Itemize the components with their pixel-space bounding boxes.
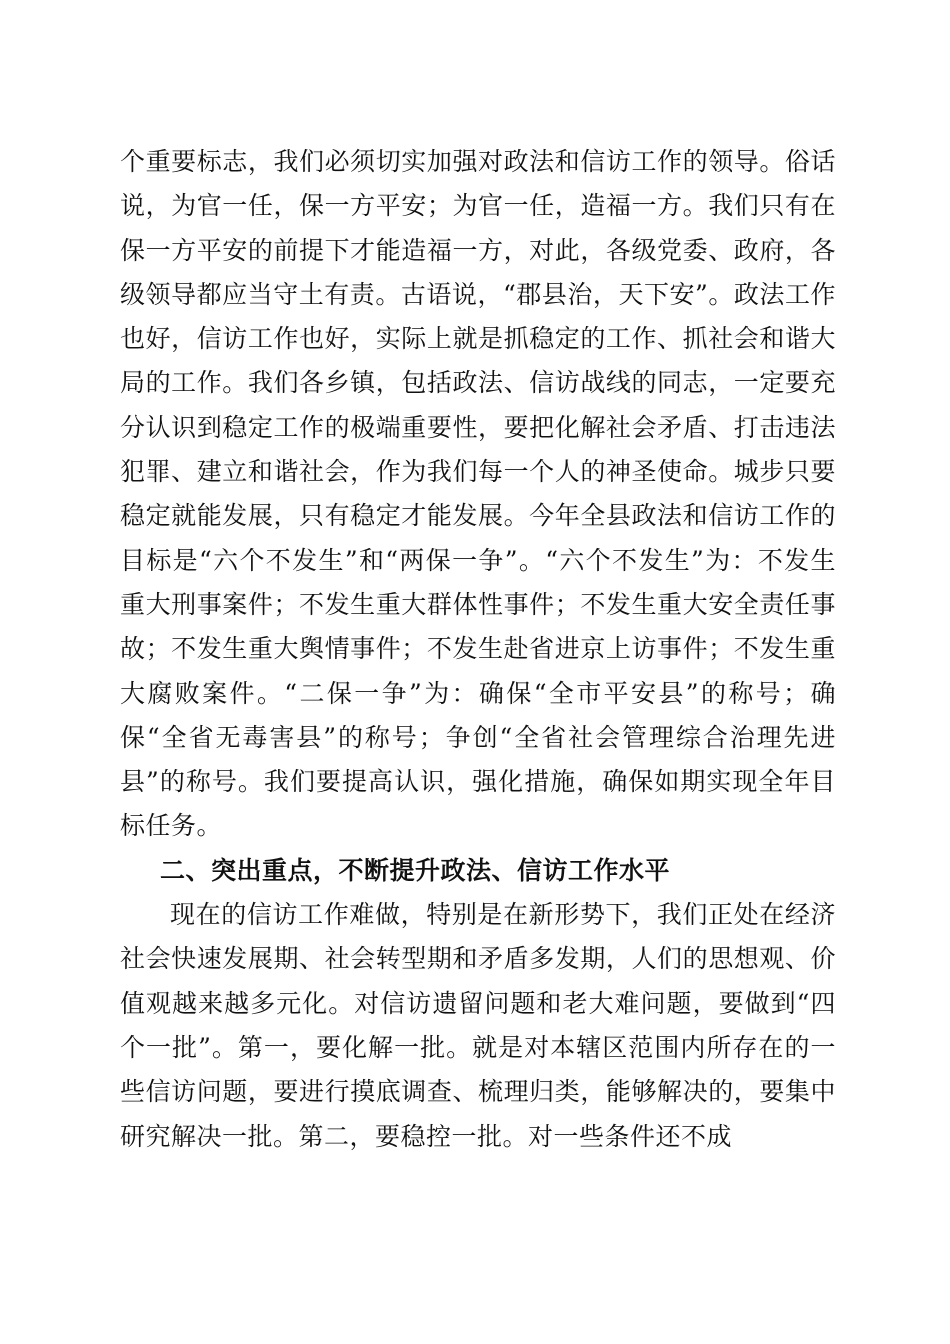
document-page (120, 140, 836, 1159)
section-heading: 二、突出重点，不断提升政法、信访工作水平 (160, 855, 671, 885)
paragraph-stability-goals: 个重要标志，我们必须切实加强对政法和信访工作的领导。俗话说，为官一任，保一方平安；为官一任，造福一方。我们只有在保一方平安的前提下才能造福一方，对此，各级党委、政府，各级领导都应当守土有责。古语说，“郡县治，天下安”。政法工作也好，信访工作也好，实际上就是抓稳定的工作、抓社会和谐大局的工作。我们各乡镇，包括政法、信访战线的同志，一定要充分认识到稳定工作的极端重要性，要把化解社会矛盾、打击违法犯罪、建立和谐社会，作为我们每一个人的神圣使命。城步只要稳定就能发展，只有稳定才能发展。今年全县政法和信访工作的目标是“六个不发生”和“两保一争”。“六个不发生”为：不发生重大刑事案件；不发生重大群体性事件；不发生重大安全责任事故；不发生重大舆情事件；不发生赴省进京上访事件；不发生重大腐败案件。“二保一争”为：确保“全市平安县”的称号；确保“全省无毒害县”的称号；争创“全省社会管理综合治理先进县”的称号。我们要提高认识，强化措施，确保如期实现全年目标任务。 (120, 147, 836, 841)
paragraph-petition-work: 现在的信访工作难做，特别是在新形势下，我们正处在经济社会快速发展期、社会转型期和矛盾多发期，人们的思想观、价值观越来越多元化。对信访遗留问题和老大难问题，要做到“四个一批”。第一，要化解一批。就是对本辖区范围内所存在的一些信访问题，要进行摸底调查、梳理归类，能够解决的，要集中研究解决一批。第二，要稳控一批。对一些条件还不成 (120, 900, 836, 1151)
